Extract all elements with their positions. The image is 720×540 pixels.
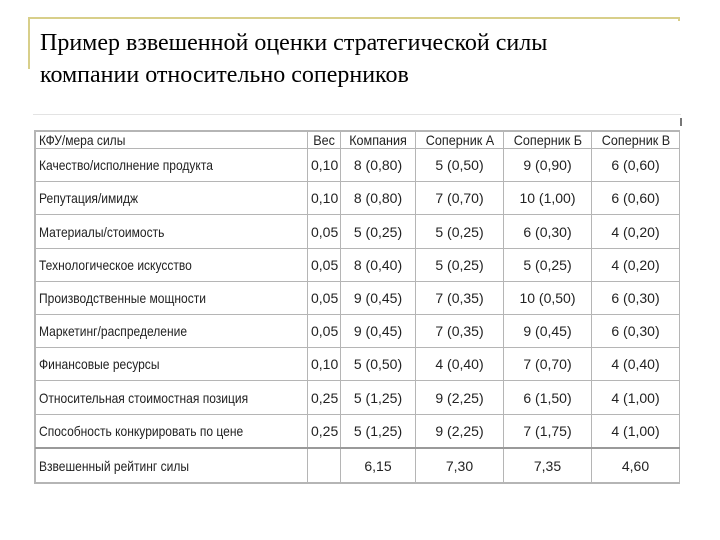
row-label: Репутация/имидж bbox=[36, 182, 308, 215]
strength-rating-table bbox=[34, 130, 680, 484]
decorative-top-line bbox=[28, 17, 678, 19]
row-label: Качество/исполнение продукта bbox=[36, 149, 308, 182]
table-row bbox=[36, 381, 680, 414]
company-cell: 5 (0,50) bbox=[341, 348, 416, 381]
table-row bbox=[36, 248, 680, 281]
table-row bbox=[36, 348, 680, 381]
header-kfu: КФУ/мера силы bbox=[36, 132, 308, 149]
total-weight-cell bbox=[308, 448, 341, 482]
rival-a-cell: 7 (0,35) bbox=[416, 315, 504, 348]
table-row bbox=[36, 281, 680, 314]
decorative-corner-tick bbox=[678, 17, 680, 21]
table-row bbox=[36, 149, 680, 182]
rival-a-cell: 7 (0,70) bbox=[416, 182, 504, 215]
weight-cell: 0,25 bbox=[308, 414, 341, 448]
rival-v-cell: 4 (1,00) bbox=[592, 414, 680, 448]
rival-b-cell: 9 (0,90) bbox=[504, 149, 592, 182]
title-underline bbox=[33, 114, 681, 115]
rival-v-cell: 6 (0,30) bbox=[592, 315, 680, 348]
row-label: Маркетинг/распределение bbox=[36, 315, 308, 348]
slide-title-line-1: Пример взвешенной оценки стратегической силы bbox=[40, 30, 548, 56]
rival-v-cell: 4 (0,40) bbox=[592, 348, 680, 381]
row-label: Технологическое искусство bbox=[36, 248, 308, 281]
table-row bbox=[36, 182, 680, 215]
rival-v-cell: 6 (0,30) bbox=[592, 281, 680, 314]
table-header-row bbox=[36, 132, 680, 149]
header-weight: Вес bbox=[308, 132, 341, 149]
header-rival-b: Соперник Б bbox=[504, 132, 592, 149]
weight-cell: 0,05 bbox=[308, 248, 341, 281]
company-cell: 9 (0,45) bbox=[341, 315, 416, 348]
rival-b-cell: 10 (1,00) bbox=[504, 182, 592, 215]
weight-cell: 0,10 bbox=[308, 348, 341, 381]
rival-v-cell: 4 (0,20) bbox=[592, 215, 680, 248]
decorative-left-line bbox=[28, 17, 30, 69]
rival-v-cell: 4 (1,00) bbox=[592, 381, 680, 414]
table-corner-tick bbox=[680, 118, 682, 126]
weight-cell: 0,10 bbox=[308, 149, 341, 182]
company-cell: 8 (0,80) bbox=[341, 182, 416, 215]
total-rival-v-cell: 4,60 bbox=[592, 448, 680, 482]
row-label: Производственные мощности bbox=[36, 281, 308, 314]
company-cell: 8 (0,80) bbox=[341, 149, 416, 182]
rival-b-cell: 9 (0,45) bbox=[504, 315, 592, 348]
rival-a-cell: 5 (0,50) bbox=[416, 149, 504, 182]
rival-a-cell: 5 (0,25) bbox=[416, 215, 504, 248]
rival-b-cell: 7 (1,75) bbox=[504, 414, 592, 448]
weight-cell: 0,05 bbox=[308, 281, 341, 314]
rival-b-cell: 6 (0,30) bbox=[504, 215, 592, 248]
rival-v-cell: 6 (0,60) bbox=[592, 182, 680, 215]
company-cell: 8 (0,40) bbox=[341, 248, 416, 281]
total-rival-b-cell: 7,35 bbox=[504, 448, 592, 482]
rival-b-cell: 6 (1,50) bbox=[504, 381, 592, 414]
rival-b-cell: 5 (0,25) bbox=[504, 248, 592, 281]
rival-a-cell: 9 (2,25) bbox=[416, 414, 504, 448]
rival-v-cell: 4 (0,20) bbox=[592, 248, 680, 281]
total-row bbox=[36, 448, 680, 482]
weight-cell: 0,25 bbox=[308, 381, 341, 414]
row-label: Финансовые ресурсы bbox=[36, 348, 308, 381]
rival-a-cell: 9 (2,25) bbox=[416, 381, 504, 414]
rival-a-cell: 5 (0,25) bbox=[416, 248, 504, 281]
total-company-cell: 6,15 bbox=[341, 448, 416, 482]
weight-cell: 0,05 bbox=[308, 315, 341, 348]
header-rival-v: Соперник В bbox=[592, 132, 680, 149]
row-label: Способность конкурировать по цене bbox=[36, 414, 308, 448]
rival-a-cell: 4 (0,40) bbox=[416, 348, 504, 381]
weight-cell: 0,05 bbox=[308, 215, 341, 248]
rival-v-cell: 6 (0,60) bbox=[592, 149, 680, 182]
company-cell: 9 (0,45) bbox=[341, 281, 416, 314]
company-cell: 5 (0,25) bbox=[341, 215, 416, 248]
company-cell: 5 (1,25) bbox=[341, 381, 416, 414]
rival-a-cell: 7 (0,35) bbox=[416, 281, 504, 314]
rival-b-cell: 7 (0,70) bbox=[504, 348, 592, 381]
row-label: Материалы/стоимость bbox=[36, 215, 308, 248]
table-row bbox=[36, 215, 680, 248]
slide-title-line-2: компании относительно соперников bbox=[40, 62, 409, 88]
table-row bbox=[36, 315, 680, 348]
header-rival-a: Соперник А bbox=[416, 132, 504, 149]
rival-b-cell: 10 (0,50) bbox=[504, 281, 592, 314]
total-rival-a-cell: 7,30 bbox=[416, 448, 504, 482]
weight-cell: 0,10 bbox=[308, 182, 341, 215]
row-label: Относительная стоимостная позиция bbox=[36, 381, 308, 414]
table-row bbox=[36, 414, 680, 448]
total-label: Взвешенный рейтинг силы bbox=[36, 448, 308, 482]
slide-title bbox=[40, 27, 680, 91]
header-company: Компания bbox=[341, 132, 416, 149]
company-cell: 5 (1,25) bbox=[341, 414, 416, 448]
